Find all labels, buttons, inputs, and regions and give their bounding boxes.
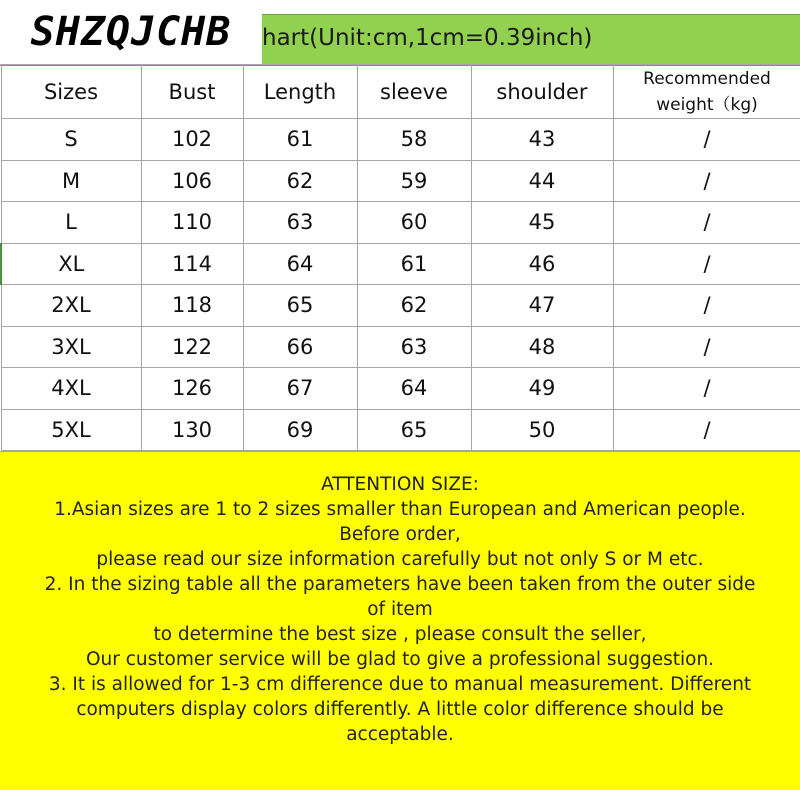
cell-size: 4XL <box>1 368 141 410</box>
notice-line: ATTENTION SIZE: <box>321 474 479 495</box>
cell-length: 65 <box>243 285 357 327</box>
cell-bust: 106 <box>141 160 243 202</box>
cell-shoulder: 49 <box>471 368 613 410</box>
cell-recommended-weight: / <box>613 243 800 285</box>
cell-recommended-weight: / <box>613 119 800 161</box>
cell-size: S <box>1 119 141 161</box>
notice-line: computers display colors differently. A little color difference should be <box>76 699 724 720</box>
cell-size: M <box>1 160 141 202</box>
notice-line: of item <box>367 599 433 620</box>
header-length: Length <box>243 65 357 119</box>
cell-bust: 110 <box>141 202 243 244</box>
table-row <box>1 409 800 451</box>
brand-logo: SHZQJCHB <box>0 0 262 64</box>
notice-text <box>0 472 800 747</box>
cell-size: 3XL <box>1 326 141 368</box>
notice-line: 2. In the sizing table all the parameters have been taken from the outer side <box>44 574 756 595</box>
header-sleeve: sleeve <box>357 65 471 119</box>
notice-line: please read our size information carefully but not only S or M etc. <box>96 549 704 570</box>
cell-size: 5XL <box>1 409 141 451</box>
cell-length: 62 <box>243 160 357 202</box>
bottom-strip <box>0 790 800 800</box>
cell-length: 61 <box>243 119 357 161</box>
table-row <box>1 160 800 202</box>
notice-line: to determine the best size , please consult the seller, <box>153 624 647 645</box>
header-bust: Bust <box>141 65 243 119</box>
table-row <box>1 119 800 161</box>
cell-sleeve: 64 <box>357 368 471 410</box>
table-row <box>1 326 800 368</box>
cell-shoulder: 45 <box>471 202 613 244</box>
cell-length: 64 <box>243 243 357 285</box>
table-body <box>1 119 800 451</box>
cell-sleeve: 65 <box>357 409 471 451</box>
cell-sleeve: 60 <box>357 202 471 244</box>
header-recommended-weight-text: Recommended weight（kg) <box>643 68 771 115</box>
table-row <box>1 202 800 244</box>
cell-size: L <box>1 202 141 244</box>
cell-recommended-weight: / <box>613 326 800 368</box>
cell-sleeve: 63 <box>357 326 471 368</box>
cell-recommended-weight: / <box>613 202 800 244</box>
cell-size: 2XL <box>1 285 141 327</box>
table-row <box>1 285 800 327</box>
cell-recommended-weight: / <box>613 285 800 327</box>
cell-sleeve: 59 <box>357 160 471 202</box>
cell-shoulder: 43 <box>471 119 613 161</box>
cell-bust: 126 <box>141 368 243 410</box>
cell-sleeve: 62 <box>357 285 471 327</box>
cell-bust: 118 <box>141 285 243 327</box>
table-row <box>1 243 800 285</box>
notice-line: acceptable. <box>346 724 454 745</box>
cell-recommended-weight: / <box>613 160 800 202</box>
header-recommended-weight <box>613 65 800 119</box>
table-header-row <box>1 65 800 119</box>
table-row <box>1 368 800 410</box>
notice-line: 3. It is allowed for 1-3 cm difference due to manual measurement. Different <box>48 674 752 695</box>
chart-title: hart(Unit:cm,1cm=0.39inch) <box>262 25 593 51</box>
cell-shoulder: 50 <box>471 409 613 451</box>
notice-line: Before order, <box>339 524 461 545</box>
cell-shoulder: 47 <box>471 285 613 327</box>
cell-size: XL <box>1 243 141 285</box>
cell-recommended-weight: / <box>613 368 800 410</box>
cell-shoulder: 48 <box>471 326 613 368</box>
cell-length: 63 <box>243 202 357 244</box>
cell-bust: 102 <box>141 119 243 161</box>
attention-notice <box>0 451 800 791</box>
cell-length: 69 <box>243 409 357 451</box>
cell-length: 66 <box>243 326 357 368</box>
cell-shoulder: 46 <box>471 243 613 285</box>
header-shoulder: shoulder <box>471 65 613 119</box>
notice-line: 1.Asian sizes are 1 to 2 sizes smaller than European and American people. <box>54 499 746 520</box>
cell-bust: 122 <box>141 326 243 368</box>
size-table <box>0 64 800 451</box>
cell-sleeve: 61 <box>357 243 471 285</box>
cell-shoulder: 44 <box>471 160 613 202</box>
header-sizes: Sizes <box>1 65 141 119</box>
cell-bust: 130 <box>141 409 243 451</box>
cell-length: 67 <box>243 368 357 410</box>
cell-recommended-weight: / <box>613 409 800 451</box>
notice-line: Our customer service will be glad to give a professional suggestion. <box>85 649 715 670</box>
cell-bust: 114 <box>141 243 243 285</box>
cell-sleeve: 58 <box>357 119 471 161</box>
